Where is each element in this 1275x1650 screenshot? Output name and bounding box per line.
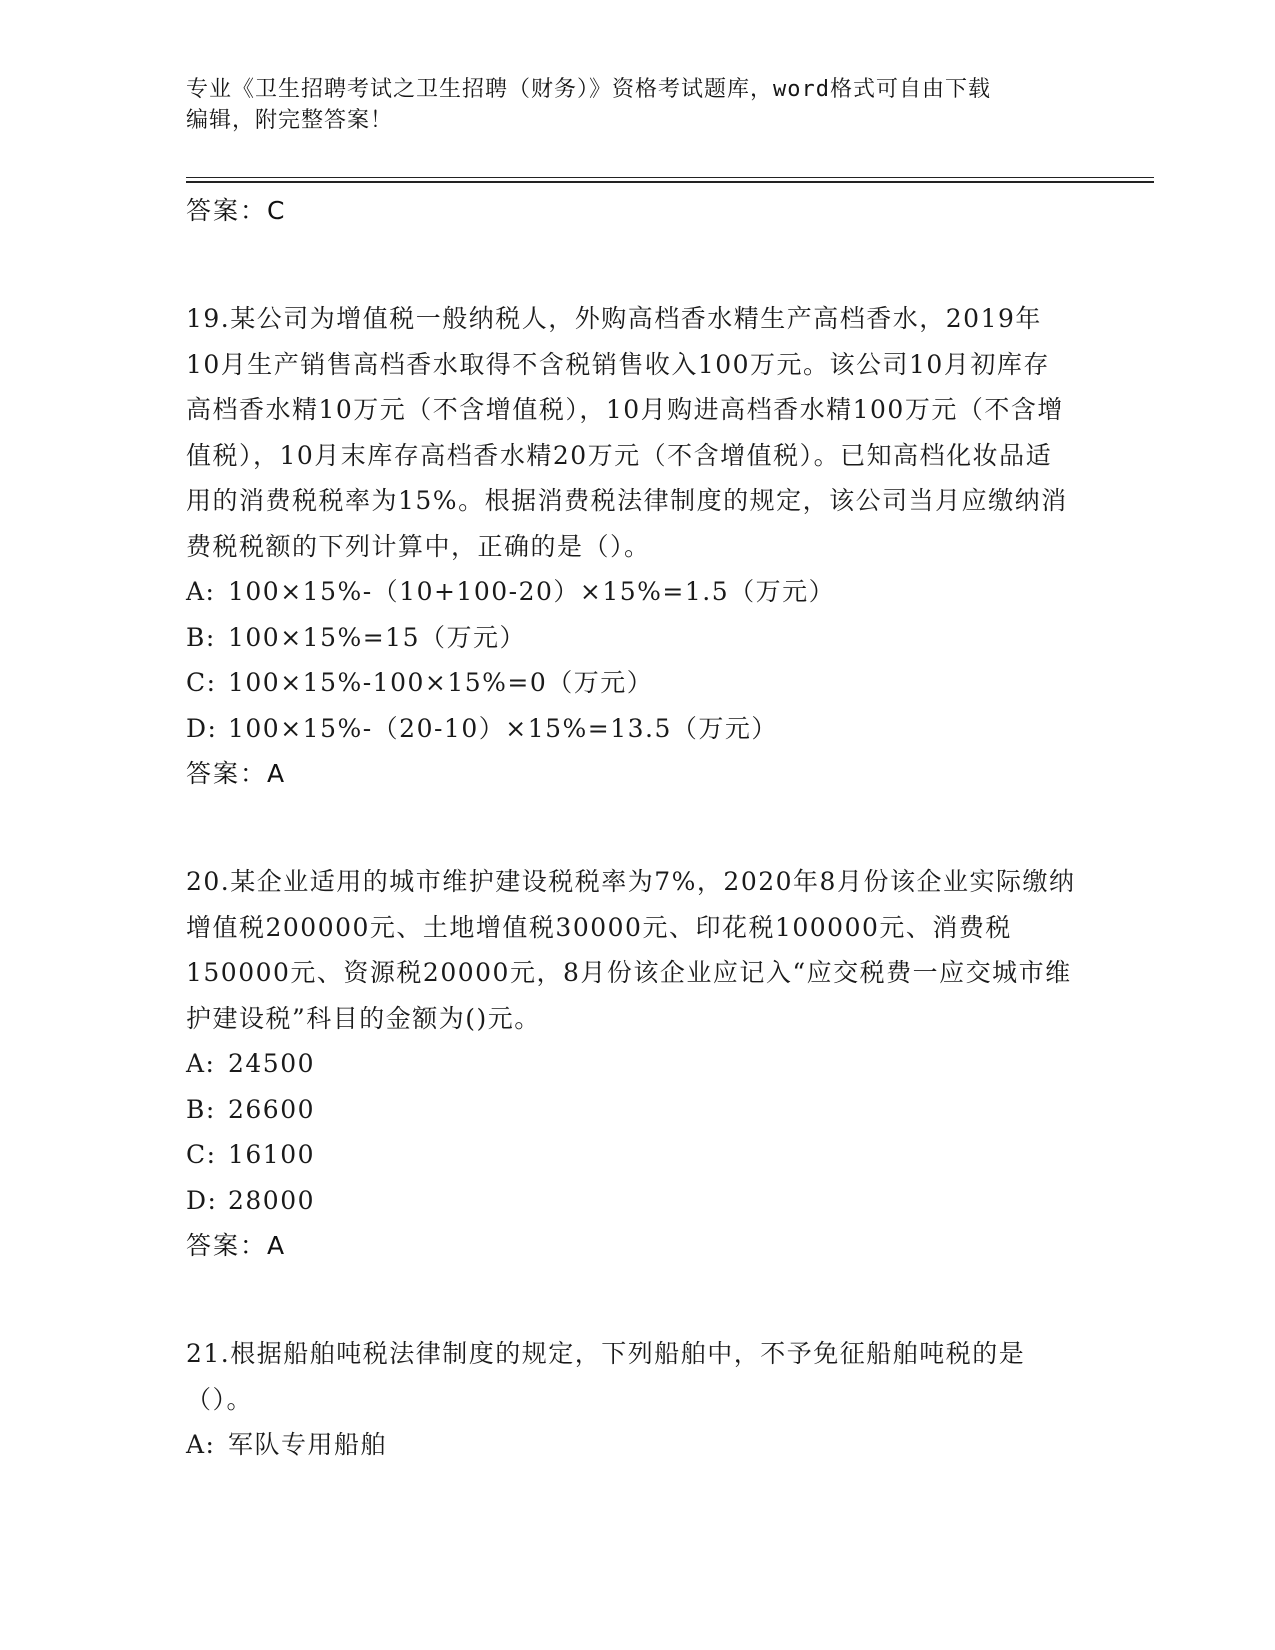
- option-d: [186, 1178, 1076, 1224]
- option-text: 24500: [228, 1049, 316, 1078]
- option-text: 军队专用船舶: [228, 1430, 388, 1459]
- option-text: 100×15%-（10+100-20）×15%=1.5（万元）: [228, 577, 836, 606]
- option-text: 100×15%=15（万元）: [228, 622, 526, 652]
- option-a: [186, 569, 1076, 615]
- answer-19: 答案：A: [186, 759, 287, 788]
- option-letter: C:: [186, 1140, 217, 1169]
- option-b: [186, 615, 1076, 661]
- option-letter: B:: [186, 1094, 216, 1124]
- option-letter: A:: [186, 1430, 216, 1459]
- question-19: [186, 296, 1076, 797]
- option-a: [186, 1041, 1076, 1087]
- option-text: 26600: [228, 1094, 316, 1124]
- option-letter: D:: [186, 713, 218, 743]
- option-text: 16100: [228, 1140, 316, 1169]
- option-c: [186, 1132, 1076, 1178]
- header-line-1: 专业《卫生招聘考试之卫生招聘（财务）》资格考试题库，word格式可自由下载: [186, 77, 991, 102]
- header-divider-thin: [186, 177, 1154, 178]
- option-letter: B:: [186, 622, 216, 652]
- option-a: [186, 1422, 1076, 1468]
- answer-20: 答案：A: [186, 1231, 287, 1260]
- header-divider-thick: [186, 181, 1154, 183]
- option-text: 28000: [228, 1185, 316, 1215]
- option-c: [186, 660, 1076, 706]
- option-letter: C:: [186, 668, 217, 697]
- question-20: [186, 859, 1076, 1269]
- option-letter: A:: [186, 1049, 216, 1078]
- header-line-2: 编辑，附完整答案！: [186, 108, 394, 133]
- previous-answer: 答案：C: [186, 196, 287, 225]
- option-letter: D:: [186, 1185, 218, 1215]
- page-header: [186, 74, 1066, 136]
- question-list: [186, 188, 1076, 1468]
- option-letter: A:: [186, 577, 216, 606]
- option-d: [186, 706, 1076, 752]
- option-text: 100×15%-100×15%=0（万元）: [228, 668, 654, 697]
- option-b: [186, 1087, 1076, 1133]
- question-text: 19.某公司为增值税一般纳税人，外购高档香水精生产高档香水，2019年10月生产销售高档香水取得不含税销售收入100万元。该公司10月初库存高档香水精10万元（不含增值税），10月购进高档香水精100万元（不含增值税），10月末库存高档香水精20万元（不含增值税）。已知高档化妆品适用的消费税税率为15%。根据消费税法律制度的规定，该公司当月应缴纳消费税税额的下列计算中，正确的是（）。: [186, 304, 1068, 561]
- question-21: [186, 1331, 1076, 1468]
- question-text: 21.根据船舶吨税法律制度的规定，下列船舶中，不予免征船舶吨税的是（）。: [186, 1339, 1026, 1414]
- question-text: 20.某企业适用的城市维护建设税税率为7%，2020年8月份该企业实际缴纳增值税200000元、土地增值税30000元、印花税100000元、消费税150000元、资源税20000元，8月份该企业应记入“应交税费一应交城市维护建设税”科目的金额为()元。: [186, 867, 1076, 1033]
- option-text: 100×15%-（20-10）×15%=13.5（万元）: [228, 713, 778, 743]
